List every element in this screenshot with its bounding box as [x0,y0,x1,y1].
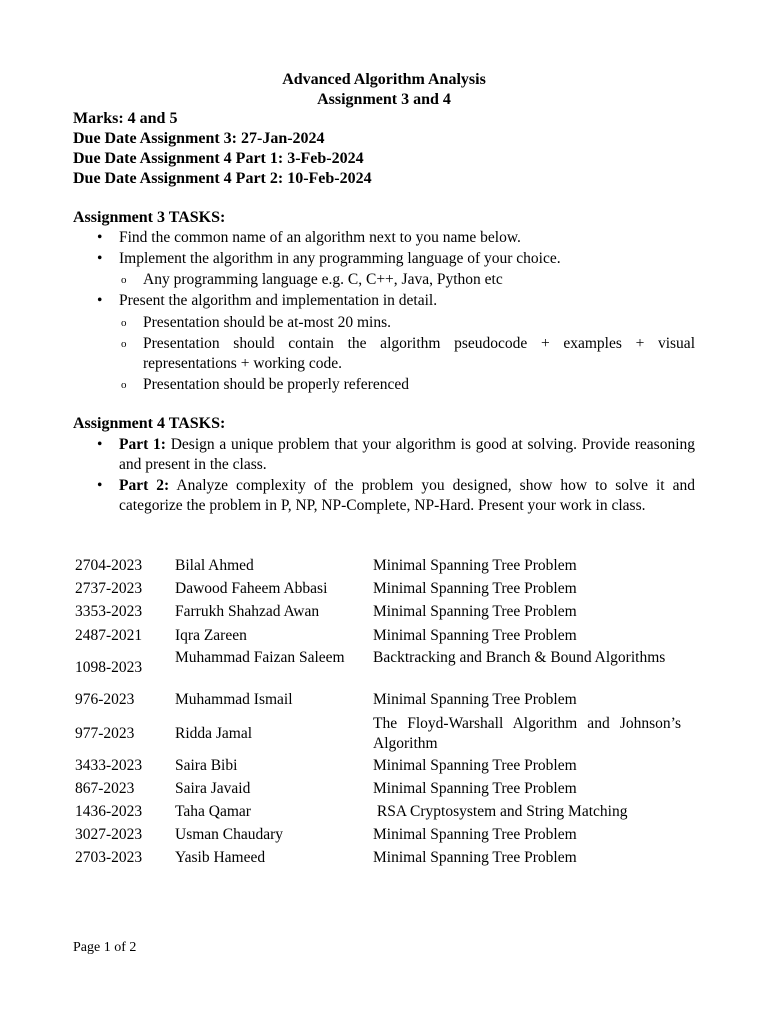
assignment-4-heading: Assignment 4 TASKS: [73,415,226,432]
student-topic: Minimal Spanning Tree Problem [373,691,577,708]
student-topic: The Floyd-Warshall Algorithm and Johnson’s Algorithm [373,715,681,752]
student-id: 3027-2023 [75,826,143,843]
student-id: 1436-2023 [75,803,143,820]
student-name: Saira Javaid [175,780,251,797]
bullet-icon: • [97,229,103,246]
assignment-3-task-3-sub-1: Presentation should be at-most 20 mins. [143,314,391,331]
bullet-icon: • [97,436,103,453]
assignment-3-task-2: Implement the algorithm in any programming language of your choice. [119,250,561,267]
student-topic: RSA Cryptosystem and String Matching [373,803,628,820]
circle-bullet-icon: o [121,338,127,350]
student-id: 3353-2023 [75,603,143,620]
bullet-icon: • [97,250,103,267]
part-1-label: Part 1: [119,436,166,453]
student-id: 1098-2023 [75,659,143,676]
student-name: Iqra Zareen [175,627,247,644]
part-2-text: Analyze complexity of the problem you designed, show how to solve it and categorize the problem in P, NP, NP-Complete, NP-Hard. Present your work in class. [119,477,695,514]
assignment-3-task-1: Find the common name of an algorithm next to you name below. [119,229,521,246]
student-name: Taha Qamar [175,803,251,820]
document-title: Advanced Algorithm Analysis [282,71,486,88]
part-2-label: Part 2: [119,477,170,494]
due-date-assignment-3: Due Date Assignment 3: 27-Jan-2024 [73,130,325,147]
circle-bullet-icon: o [121,379,127,391]
student-id: 867-2023 [75,780,135,797]
student-topic: Minimal Spanning Tree Problem [373,557,577,574]
student-name: Muhammad Faizan Saleem [175,649,345,666]
student-topic: Minimal Spanning Tree Problem [373,757,577,774]
bullet-icon: • [97,292,103,309]
student-name: Bilal Ahmed [175,557,254,574]
student-name: Saira Bibi [175,757,238,774]
assignment-3-task-3-sub-2: Presentation should contain the algorithm pseudocode + examples + visual representations + working code. [143,335,695,372]
marks-line: Marks: 4 and 5 [73,110,178,127]
circle-bullet-icon: o [121,274,127,286]
student-id: 977-2023 [75,725,135,742]
student-id: 2737-2023 [75,580,143,597]
part-1-text: Design a unique problem that your algorithm is good at solving. Provide reasoning and present in the class. [119,436,696,473]
assignment-4-part-2 [119,476,695,516]
assignment-3-task-3-sub-3: Presentation should be properly referenced [143,376,409,393]
student-name: Farrukh Shahzad Awan [175,603,320,620]
student-topic: Backtracking and Branch & Bound Algorithms [373,649,666,666]
student-topic: Minimal Spanning Tree Problem [373,580,577,597]
assignment-3-heading: Assignment 3 TASKS: [73,209,226,226]
bullet-icon: • [97,477,103,494]
student-name: Dawood Faheem Abbasi [175,580,328,597]
assignment-4-part-1 [119,435,695,475]
document-subtitle: Assignment 3 and 4 [317,91,451,108]
student-name: Yasib Hameed [175,849,266,866]
student-id: 3433-2023 [75,757,143,774]
student-id: 2703-2023 [75,849,143,866]
student-id: 2487-2021 [75,627,143,644]
student-topic: Minimal Spanning Tree Problem [373,849,577,866]
student-id: 2704-2023 [75,557,143,574]
page-number: Page 1 of 2 [73,940,137,955]
assignment-3-task-3: Present the algorithm and implementation in detail. [119,292,438,309]
student-topic: Minimal Spanning Tree Problem [373,627,577,644]
student-topic: Minimal Spanning Tree Problem [373,826,577,843]
due-date-assignment-4-part-1: Due Date Assignment 4 Part 1: 3-Feb-2024 [73,150,364,167]
student-name: Usman Chaudary [175,826,284,843]
circle-bullet-icon: o [121,317,127,329]
assignment-3-task-2-sub-1: Any programming language e.g. C, C++, Java, Python etc [143,271,503,288]
student-name: Muhammad Ismail [175,691,293,708]
due-date-assignment-4-part-2: Due Date Assignment 4 Part 2: 10-Feb-2024 [73,170,372,187]
student-topic: Minimal Spanning Tree Problem [373,603,577,620]
student-id: 976-2023 [75,691,135,708]
student-name: Ridda Jamal [175,725,253,742]
student-topic: Minimal Spanning Tree Problem [373,780,577,797]
